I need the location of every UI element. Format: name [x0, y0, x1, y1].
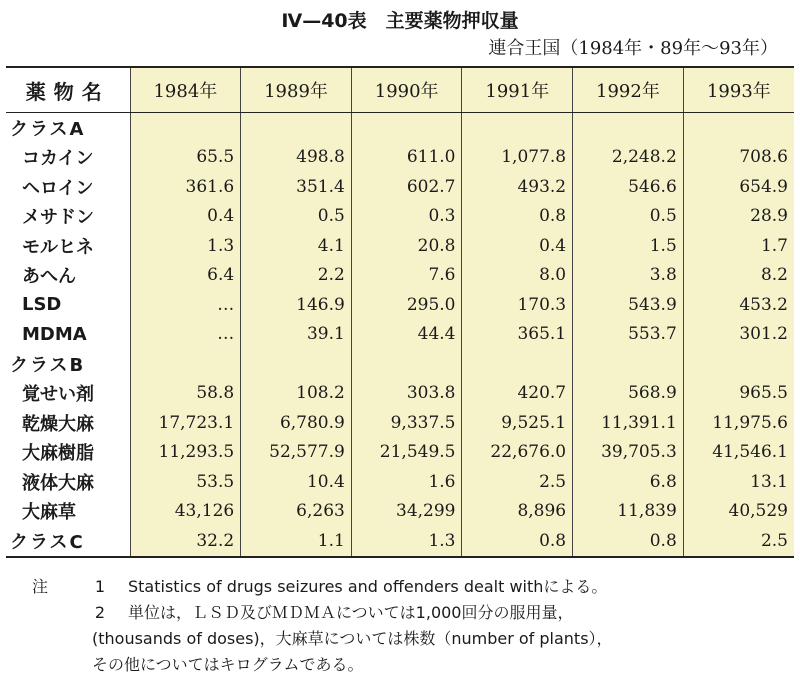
value-cell: 0.5 — [573, 202, 684, 232]
value-cell: 58.8 — [130, 379, 241, 409]
footnote-label: 注 — [32, 577, 49, 596]
table-row — [6, 143, 794, 173]
footnote-2-line-3: その他についてはキログラムである。 — [92, 655, 364, 674]
value-cell — [573, 113, 684, 143]
drug-name-cell: 大麻草 — [6, 497, 130, 527]
header-year: 1984年 — [130, 67, 241, 113]
value-cell: 553.7 — [573, 320, 684, 350]
drug-name-cell: 乾燥大麻 — [6, 408, 130, 438]
value-cell: 6,780.9 — [241, 408, 352, 438]
value-cell: 8.0 — [462, 261, 573, 291]
value-cell: 6.8 — [573, 467, 684, 497]
value-cell: 303.8 — [351, 379, 462, 409]
value-cell — [130, 349, 241, 379]
value-cell: 32.2 — [130, 526, 241, 557]
table-title: Ⅳ—40表 主要薬物押収量 — [281, 10, 519, 32]
header-year: 1990年 — [351, 67, 462, 113]
value-cell: 1.3 — [351, 526, 462, 557]
value-cell: 351.4 — [241, 172, 352, 202]
table-row — [6, 113, 794, 143]
value-cell: 10.4 — [241, 467, 352, 497]
value-cell: 708.6 — [683, 143, 794, 173]
drug-name-cell: コカイン — [6, 143, 130, 173]
value-cell: 170.3 — [462, 290, 573, 320]
footnote-2-line-2: (thousands of doses)，大麻草については株数（number of plants）， — [92, 629, 613, 648]
value-cell: 21,549.5 — [351, 438, 462, 468]
value-cell: 654.9 — [683, 172, 794, 202]
header-year: 1991年 — [462, 67, 573, 113]
drug-name-cell: MDMA — [6, 320, 130, 350]
footnote-number: 1 — [94, 577, 106, 596]
drug-name-cell: クラスB — [6, 349, 130, 379]
header-row — [6, 67, 794, 113]
drug-name-cell: 液体大麻 — [6, 467, 130, 497]
value-cell: 361.6 — [130, 172, 241, 202]
value-cell: 65.5 — [130, 143, 241, 173]
value-cell: 9,525.1 — [462, 408, 573, 438]
value-cell: 2.5 — [683, 526, 794, 557]
value-cell: 22,676.0 — [462, 438, 573, 468]
drug-name-cell: あへん — [6, 261, 130, 291]
value-cell — [241, 113, 352, 143]
value-cell: 43,126 — [130, 497, 241, 527]
table-row — [6, 172, 794, 202]
table-row — [6, 408, 794, 438]
value-cell: 20.8 — [351, 231, 462, 261]
table-row — [6, 467, 794, 497]
value-cell — [573, 349, 684, 379]
value-cell: 8,896 — [462, 497, 573, 527]
table-row — [6, 497, 794, 527]
value-cell: 9,337.5 — [351, 408, 462, 438]
value-cell: 1.5 — [573, 231, 684, 261]
value-cell: 8.2 — [683, 261, 794, 291]
value-cell: 40,529 — [683, 497, 794, 527]
value-cell — [130, 113, 241, 143]
value-cell: 11,975.6 — [683, 408, 794, 438]
table-row — [6, 349, 794, 379]
value-cell — [241, 349, 352, 379]
value-cell: 28.9 — [683, 202, 794, 232]
value-cell: 53.5 — [130, 467, 241, 497]
footnote-2 — [32, 600, 792, 626]
table-row — [6, 290, 794, 320]
value-cell: 611.0 — [351, 143, 462, 173]
value-cell: 602.7 — [351, 172, 462, 202]
value-cell: 0.4 — [462, 231, 573, 261]
footnote-text: Statistics of drugs seizures and offenders dealt withによる。 — [128, 577, 608, 596]
table-row — [6, 261, 794, 291]
value-cell: 1.7 — [683, 231, 794, 261]
value-cell: 39,705.3 — [573, 438, 684, 468]
value-cell: 44.4 — [351, 320, 462, 350]
value-cell: … — [130, 320, 241, 350]
value-cell: 17,723.1 — [130, 408, 241, 438]
value-cell: 420.7 — [462, 379, 573, 409]
value-cell: 493.2 — [462, 172, 573, 202]
value-cell: 0.4 — [130, 202, 241, 232]
value-cell — [462, 349, 573, 379]
table-row — [6, 438, 794, 468]
drug-name-cell: LSD — [6, 290, 130, 320]
value-cell: 146.9 — [241, 290, 352, 320]
drug-name-cell: 大麻樹脂 — [6, 438, 130, 468]
value-cell — [351, 349, 462, 379]
value-cell — [462, 113, 573, 143]
footnote-text: 単位は，ＬＳＤ及びＭＤＭＡについては1,000回分の服用量， — [128, 603, 574, 622]
header-year: 1989年 — [241, 67, 352, 113]
value-cell: 301.2 — [683, 320, 794, 350]
header-year: 1992年 — [573, 67, 684, 113]
value-cell — [351, 113, 462, 143]
value-cell: 0.8 — [462, 526, 573, 557]
value-cell: 1.1 — [241, 526, 352, 557]
value-cell: 52,577.9 — [241, 438, 352, 468]
drug-name-cell: モルヒネ — [6, 231, 130, 261]
table-row — [6, 526, 794, 557]
footnote-number: 2 — [94, 603, 106, 622]
value-cell: 39.1 — [241, 320, 352, 350]
seizure-table — [6, 66, 794, 558]
value-cell: 568.9 — [573, 379, 684, 409]
value-cell: 7.6 — [351, 261, 462, 291]
value-cell: 2,248.2 — [573, 143, 684, 173]
drug-name-cell: ヘロイン — [6, 172, 130, 202]
footnotes — [32, 574, 792, 678]
table-row — [6, 202, 794, 232]
value-cell: 11,839 — [573, 497, 684, 527]
value-cell: 498.8 — [241, 143, 352, 173]
value-cell: 2.5 — [462, 467, 573, 497]
value-cell: 11,391.1 — [573, 408, 684, 438]
value-cell: 34,299 — [351, 497, 462, 527]
footnote-1 — [32, 574, 792, 600]
value-cell — [683, 349, 794, 379]
value-cell: 41,546.1 — [683, 438, 794, 468]
value-cell: … — [130, 290, 241, 320]
value-cell: 0.3 — [351, 202, 462, 232]
drug-name-cell: 覚せい剤 — [6, 379, 130, 409]
header-drug-name: 薬物名 — [6, 67, 130, 113]
drug-name-cell: クラスA — [6, 113, 130, 143]
value-cell: 4.1 — [241, 231, 352, 261]
value-cell — [683, 113, 794, 143]
value-cell: 108.2 — [241, 379, 352, 409]
value-cell: 2.2 — [241, 261, 352, 291]
value-cell: 965.5 — [683, 379, 794, 409]
table-row — [6, 320, 794, 350]
value-cell: 3.8 — [573, 261, 684, 291]
value-cell: 365.1 — [462, 320, 573, 350]
value-cell: 0.5 — [241, 202, 352, 232]
table-subtitle: 連合王国（1984年・89年～93年） — [488, 38, 778, 59]
drug-name-cell: クラスC — [6, 526, 130, 557]
value-cell: 0.8 — [573, 526, 684, 557]
value-cell: 6,263 — [241, 497, 352, 527]
value-cell: 1.6 — [351, 467, 462, 497]
value-cell: 0.8 — [462, 202, 573, 232]
value-cell: 1,077.8 — [462, 143, 573, 173]
value-cell: 6.4 — [130, 261, 241, 291]
value-cell: 546.6 — [573, 172, 684, 202]
value-cell: 295.0 — [351, 290, 462, 320]
value-cell: 453.2 — [683, 290, 794, 320]
value-cell: 11,293.5 — [130, 438, 241, 468]
drug-name-cell: メサドン — [6, 202, 130, 232]
table-row — [6, 379, 794, 409]
header-year: 1993年 — [683, 67, 794, 113]
value-cell: 543.9 — [573, 290, 684, 320]
table-row — [6, 231, 794, 261]
value-cell: 13.1 — [683, 467, 794, 497]
value-cell: 1.3 — [130, 231, 241, 261]
